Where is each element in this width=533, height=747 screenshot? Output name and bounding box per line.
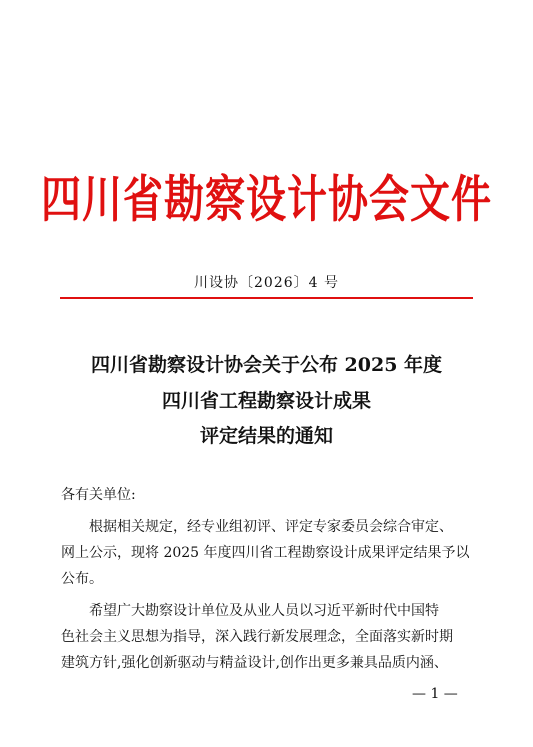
paragraph-2-line-2: 色社会主义思想为指导，深入践行新发展理念，全面落实新时期 [61, 629, 453, 645]
document-number: 川设协〔2026〕4 号 [194, 275, 339, 291]
red-divider-line [60, 297, 473, 299]
page-number: — 1 — [412, 686, 458, 702]
paragraph-1-line-3: 公布。 [61, 571, 103, 587]
document-title-line-1: 四川省勘察设计协会关于公布 2025 年度 [90, 354, 443, 376]
paragraph-2-line-1: 希望广大勘察设计单位及从业人员以习近平新时代中国特 [89, 603, 439, 619]
document-title-line-3: 评定结果的通知 [199, 425, 333, 447]
paragraph-2-line-3: 建筑方针,强化创新驱动与精益设计,创作出更多兼具品质内涵、 [61, 655, 448, 671]
document-title-line-2: 四川省工程勘察设计成果 [161, 390, 371, 412]
paragraph-1-line-2: 网上公示，现将 2025 年度四川省工程勘察设计成果评定结果予以 [61, 545, 470, 561]
salutation: 各有关单位: [61, 487, 136, 503]
paragraph-1-line-1: 根据相关规定，经专业组初评、评定专家委员会综合审定、 [89, 519, 453, 535]
document-masthead: 四川省勘察设计协会文件 [41, 170, 492, 229]
